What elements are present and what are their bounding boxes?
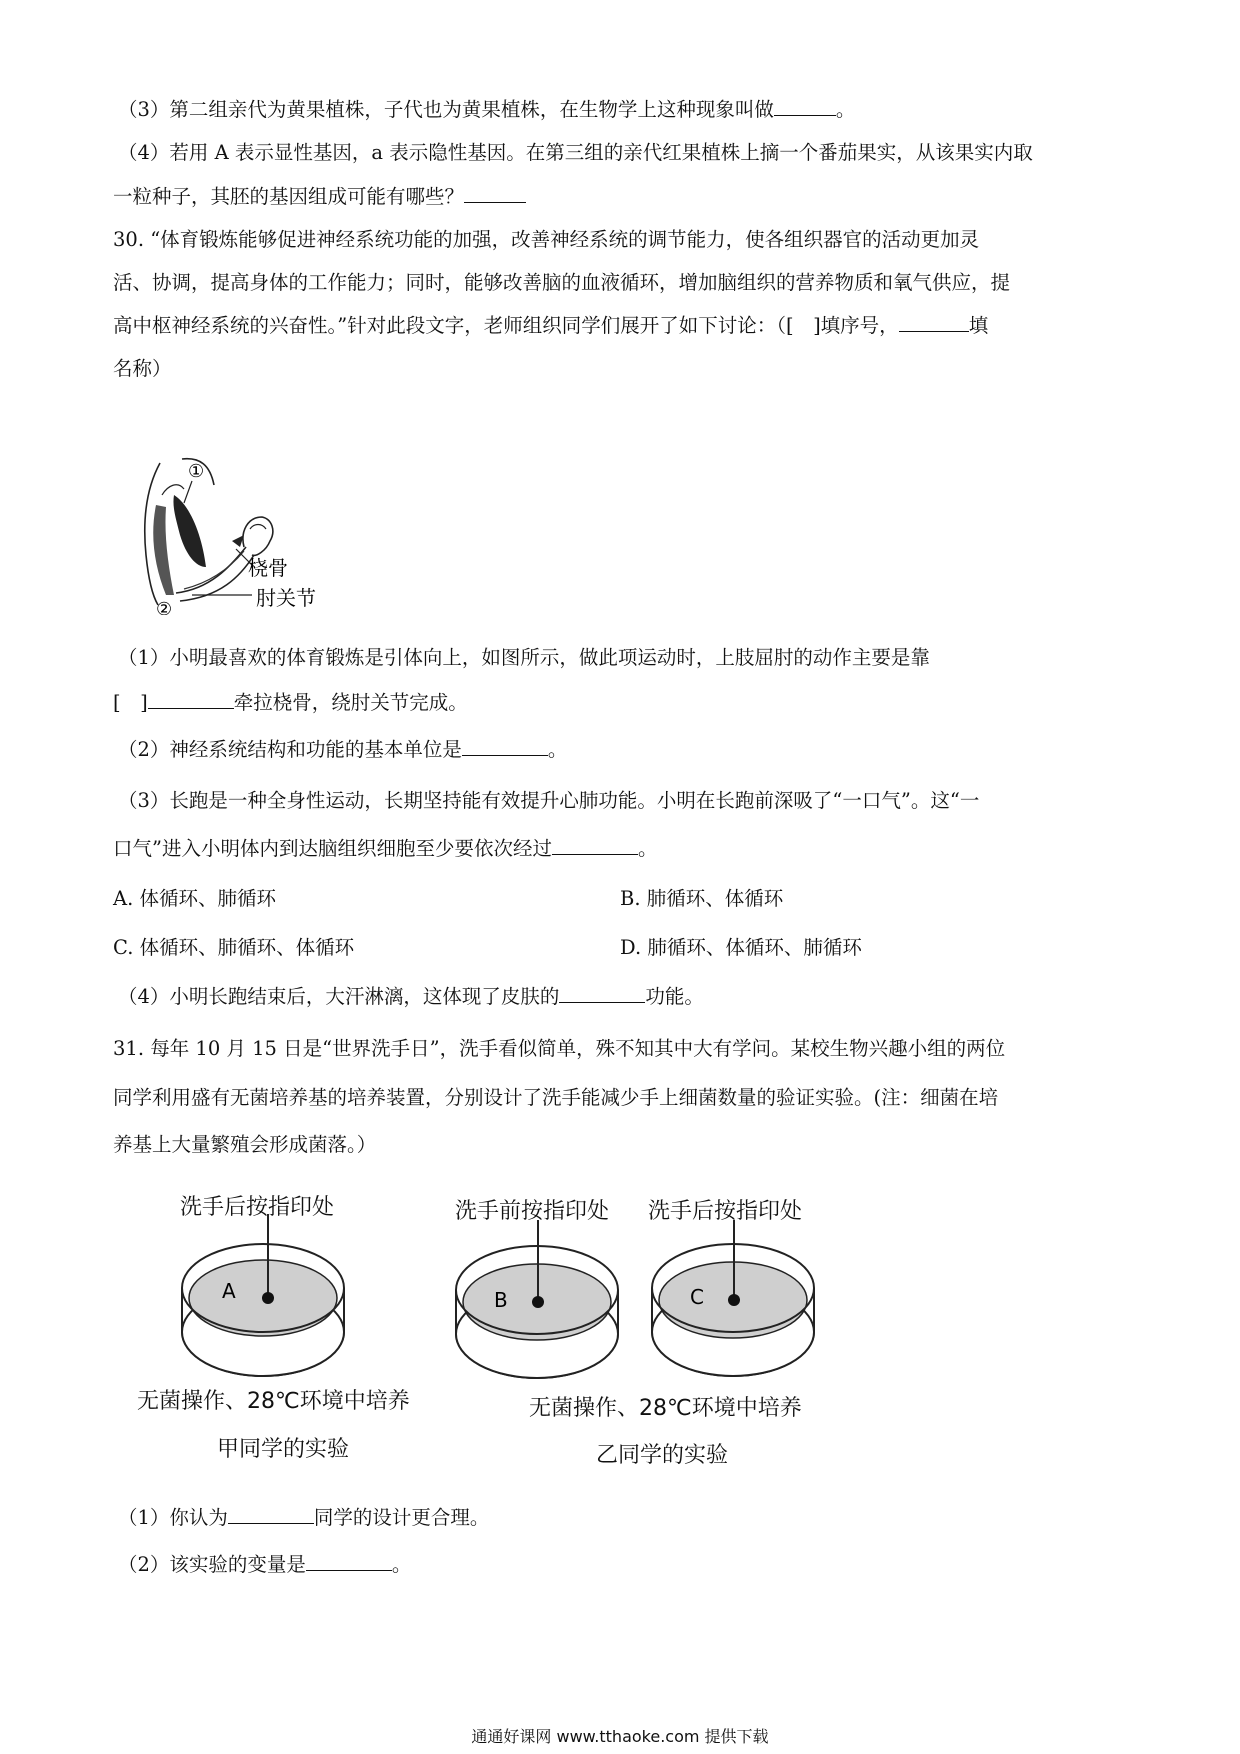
q30-intro-line3: 高中枢神经系统的兴奋性。”针对此段文字，老师组织同学们展开了如下讨论：（[ ]填序号， 填 (113, 314, 989, 337)
left-experiment-title: 甲同学的实验 (217, 1437, 350, 1462)
q30-intro-line4: 名称） (113, 357, 172, 380)
petri-dish-a (182, 1214, 344, 1376)
q31-part2: （2）该实验的变量是 。 (118, 1553, 412, 1576)
answer-blank[interactable] (559, 984, 645, 1003)
answer-blank[interactable] (462, 737, 548, 756)
answer-blank[interactable] (774, 97, 836, 116)
answer-blank[interactable] (306, 1552, 392, 1571)
q30-intro-line2: 活、协调，提高身体的工作能力；同时，能够改善脑的血液循环，增加脑组织的营养物质和氧气供应，提 (113, 271, 1011, 294)
q30-part1-line1: （1）小明最喜欢的体育锻炼是引体向上，如图所示，做此项运动时，上肢屈肘的动作主要是靠 (118, 646, 930, 669)
arm-muscle-figure (140, 455, 340, 615)
q29-part3: （3）第二组亲代为黄果植株，子代也为黄果植株，在生物学上这种现象叫做 。 (118, 98, 856, 121)
dish-c-label: C (690, 1285, 704, 1309)
option-a[interactable]: A. 体循环、肺循环 (113, 887, 276, 910)
label-radius: 桡骨 (248, 556, 288, 580)
answer-blank[interactable] (228, 1505, 314, 1524)
q30-part1-line2: [ ] 牵拉桡骨，绕肘关节完成。 (113, 691, 468, 714)
label-elbow-joint: 肘关节 (256, 586, 316, 610)
left-culture-caption: 无菌操作、28℃环境中培养 (137, 1389, 410, 1414)
q31-intro-line1: 31. 每年 10 月 15 日是“世界洗手日”，洗手看似简单，殊不知其中大有学问。某校生物兴趣小组的两位 (113, 1037, 1006, 1060)
q30-part3-line1: （3）长跑是一种全身性运动，长期坚持能有效提升心肺功能。小明在长跑前深吸了“一口气”。这“一 (118, 789, 980, 812)
q31-intro-line2: 同学利用盛有无菌培养基的培养装置，分别设计了洗手能减少手上细菌数量的验证实验。(注：细菌在培 (113, 1086, 999, 1109)
dish-c-caption: 洗手后按指印处 (648, 1199, 803, 1224)
option-c[interactable]: C. 体循环、肺循环、体循环 (113, 936, 355, 959)
answer-blank[interactable] (464, 184, 526, 203)
q30-part2: （2）神经系统结构和功能的基本单位是 。 (118, 738, 568, 761)
q31-intro-line3: 养基上大量繁殖会形成菌落。） (113, 1133, 377, 1156)
dish-a-caption: 洗手后按指印处 (180, 1195, 335, 1220)
q30-part3-line2: 口气”进入小明体内到达脑组织细胞至少要依次经过 。 (113, 837, 658, 860)
petri-dish-b (456, 1220, 618, 1378)
label-2: ② (156, 599, 173, 615)
answer-blank[interactable] (552, 836, 638, 855)
right-experiment-title: 乙同学的实验 (596, 1443, 729, 1468)
option-d[interactable]: D. 肺循环、体循环、肺循环 (620, 936, 862, 959)
petri-dish-figure (130, 1190, 830, 1470)
answer-blank[interactable] (899, 313, 969, 332)
footer: 通通好课网 www.tthaoke.com 提供下载 (471, 1727, 769, 1746)
q30-part4: （4）小明长跑结束后，大汗淋漓，这体现了皮肤的 功能。 (118, 985, 704, 1008)
q29-part4-line2: 一粒种子，其胚的基因组成可能有哪些？ (113, 184, 526, 210)
dish-a-label: A (222, 1279, 236, 1303)
dish-b-label: B (494, 1288, 508, 1312)
label-1: ① (188, 461, 205, 482)
petri-dish-c (652, 1220, 814, 1376)
option-b[interactable]: B. 肺循环、体循环 (620, 887, 784, 910)
q31-part1: （1）你认为 同学的设计更合理。 (118, 1506, 490, 1529)
answer-blank[interactable] (148, 690, 234, 709)
q29-part4-line1: （4）若用 A 表示显性基因，a 表示隐性基因。在第三组的亲代红果植株上摘一个番茄果实，从该果实内取 (118, 141, 1033, 164)
q30-intro-line1: 30. “体育锻炼能够促进神经系统功能的加强，改善神经系统的调节能力，使各组织器官的活动更加灵 (113, 228, 980, 251)
right-culture-caption: 无菌操作、28℃环境中培养 (529, 1396, 802, 1421)
dish-b-caption: 洗手前按指印处 (455, 1199, 610, 1224)
